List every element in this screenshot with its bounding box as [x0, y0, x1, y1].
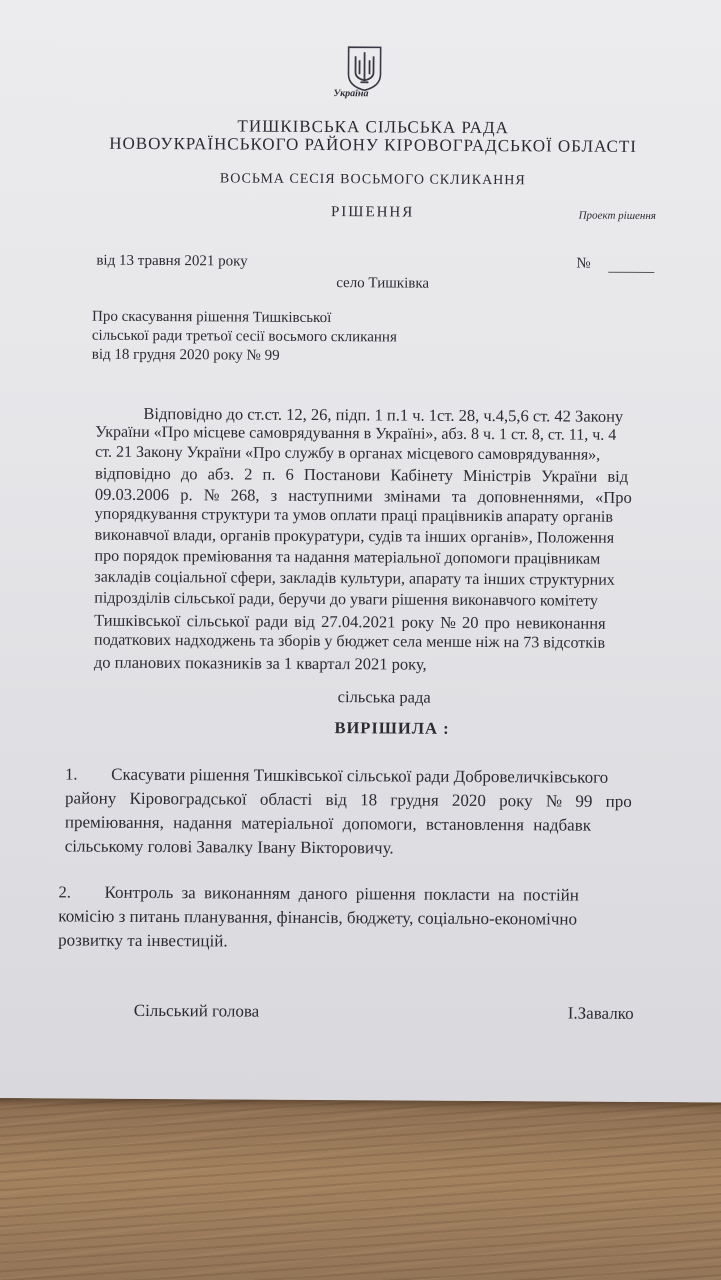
preamble-line: ст. 21 Закону України «Про службу в органах місцевого самоврядування», [95, 443, 601, 464]
council-word: сільська рада [337, 687, 431, 707]
decision-number [576, 256, 654, 273]
preamble-line: про порядок преміювання та надання матеріальної допомоги працівникам [94, 547, 601, 568]
council-name: ТИШКІВСЬКА СІЛЬСЬКА РАДА [237, 116, 509, 138]
district-name: НОВОУКРАЇНСЬКОГО РАЙОНУ КІРОВОГРАДСЬКОЇ ОБЛАСТІ [109, 133, 637, 156]
preamble-line: упорядкування структури та умов оплати праці працівників апарату органів [94, 505, 613, 526]
subject-line: сільської ради третьої сесії восьмого скликання [91, 327, 397, 346]
item-line: розвитку та інвестицій. [58, 930, 228, 951]
preamble-line: України «Про місцеве самоврядування в Україні», абз. 8 ч. 1 ст. 8, ст. 11, ч. 4 [95, 423, 617, 444]
draft-label: Проект рішення [578, 209, 656, 223]
item-line: комісію з питань планування, фінансів, бюджету, соціально-економічно [58, 906, 578, 929]
preamble-line: закладів соціальної сфери, закладів культури, апарату та інших структурних [94, 568, 615, 589]
item-number: 1. [65, 764, 78, 784]
item-number: 2. [58, 882, 71, 902]
number-blank [608, 260, 654, 273]
preamble-line: 09.03.2006 р. № 268, з наступними змінами та доповненнями, «Про [94, 484, 632, 507]
item-line: Скасувати рішення Тишківської сільської ради Добровеличківського [111, 764, 609, 787]
session-title: ВОСЬМА СЕСІЯ ВОСЬМОГО СКЛИКАННЯ [219, 171, 526, 189]
wooden-table [0, 1090, 721, 1280]
number-label: № [576, 255, 591, 272]
subject-line: Про скасування рішення Тишківської [91, 308, 332, 327]
place: село Тишківка [336, 275, 430, 292]
item-line: району Кіровоградської області від 18 грудня 2020 року № 99 про [65, 788, 632, 811]
preamble-line: підрозділів сільської ради, беручи до уваги рішення виконавчого комітету [94, 589, 599, 610]
item-line: преміювання, надання матеріальної допомоги, встановлення надбавк [64, 812, 592, 835]
preamble-line: виконавчої влади, органів прокуратури, судів та інших органів», Положення [94, 526, 615, 547]
trident-coat-of-arms-icon [343, 44, 385, 92]
decided-heading: ВИРІШИЛА : [334, 718, 450, 738]
item-line: сільському голові Завалку Івану Вікторовичу. [64, 836, 394, 858]
signature-title: Сільський голова [133, 1000, 260, 1021]
subject-line: від 18 грудня 2020 року № 99 [91, 346, 280, 364]
signature-name: І.Завалко [567, 1003, 634, 1023]
preamble-line: податкових надходжень та зборів у бюджет села менше ніж на 73 відсотків [93, 631, 606, 652]
item-line: Контроль за виконанням даного рішення покласти на постійн [104, 882, 579, 905]
document-type: РІШЕННЯ [330, 204, 415, 221]
decision-date: від 13 травня 2021 року [96, 252, 248, 270]
preamble-line: відповідно до абз. 2 п. 6 Постанови Кабінету Міністрів України від [94, 463, 629, 486]
preamble-line: до планових показників за 1 квартал 2021 року, [93, 652, 427, 674]
preamble-line: Відповідно до ст.ст. 12, 26, підп. 1 п.1 ч. 1ст. 28, ч.4,5,6 ст. 42 Закону [143, 403, 624, 426]
emblem-caption: Україна [333, 88, 369, 100]
preamble-line: Тишківської сільської ради від 27.04.2021 року № 20 про невиконання [94, 610, 606, 633]
